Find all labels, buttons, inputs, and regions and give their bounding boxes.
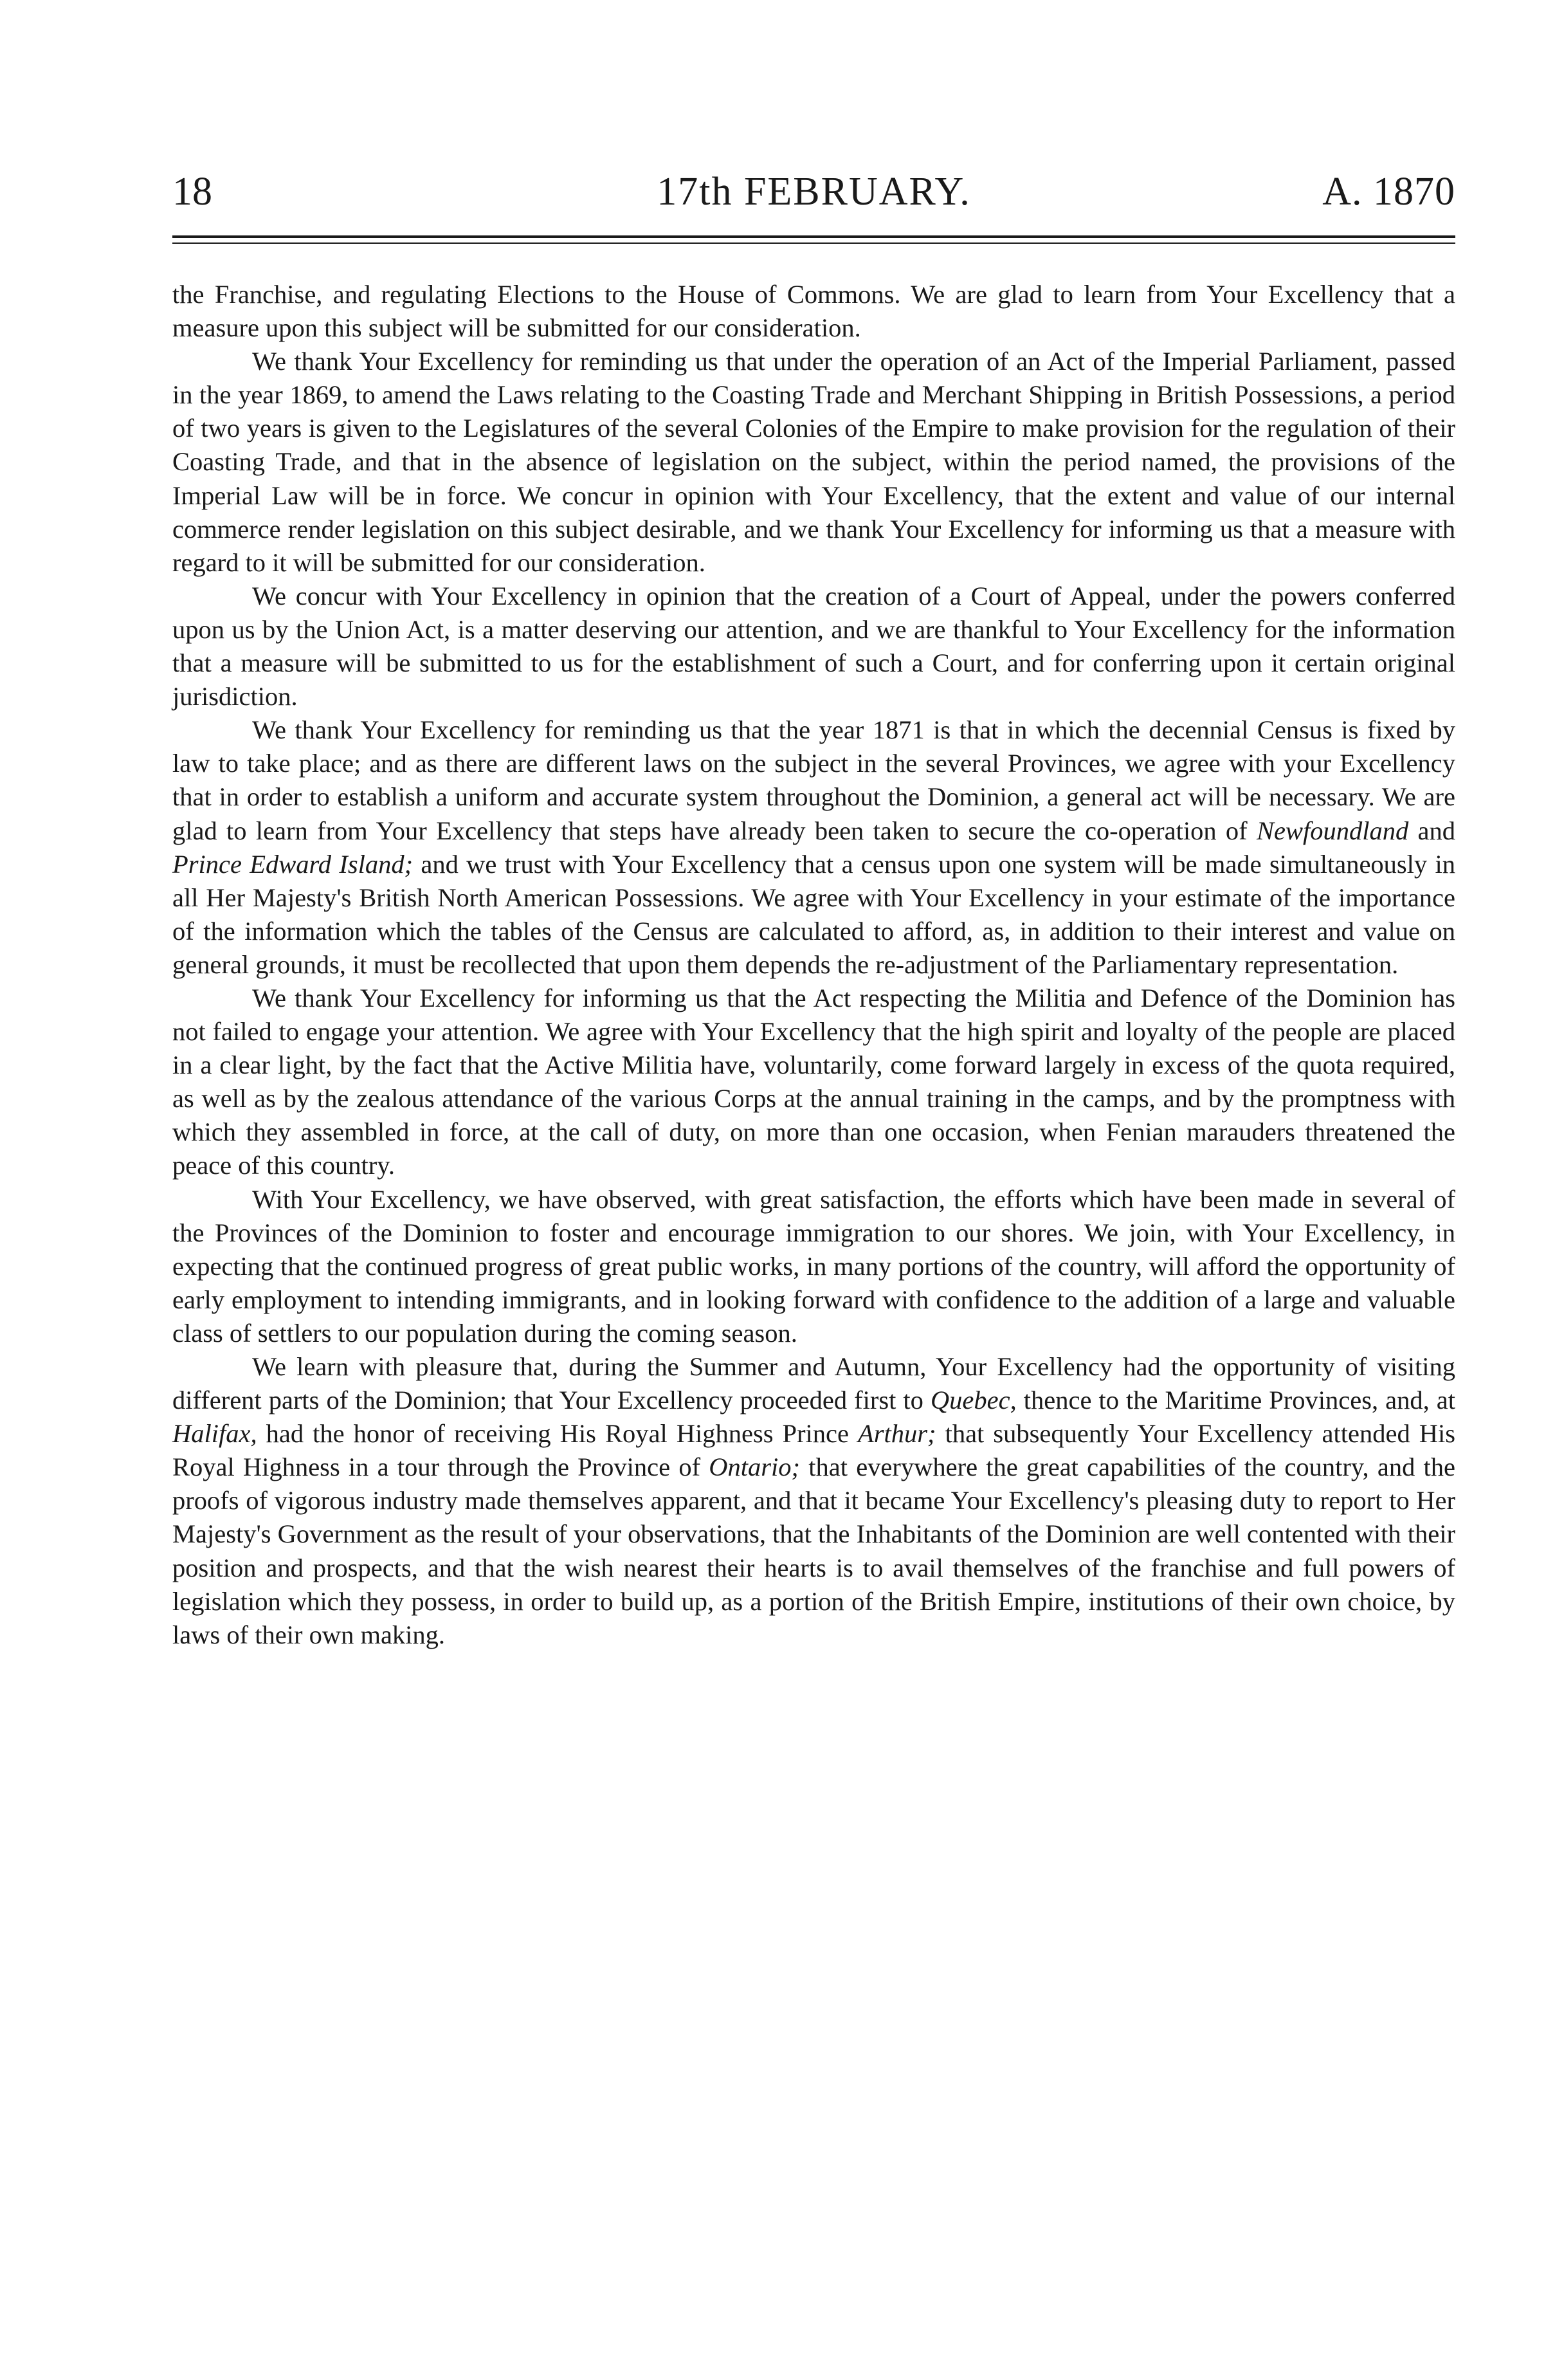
census-text-1: We thank Your Excellency for reminding us that the year 1871 is that in which the decennial Census is fixed by law to take place; and as there are different laws on the subject in the several Provinces, we agree with your Excellency that in order to establish a uniform and accurate system throughout the Dominion, a general act will be necessary. We are glad to learn from Your Excellency that steps have already been taken to secure the co-operation of [172, 715, 1455, 845]
tour-text-1: We learn with pleasure that, during the Summer and Autumn, Your Excellency had the opportunity of visiting different parts of the Dominion; that Your Excellency proceeded first to [172, 1352, 1455, 1415]
paragraph-militia: We thank Your Excellency for informing us that the Act respecting the Militia and Defence of the Dominion has not failed to engage your attention. We agree with Your Excellency that the high spirit and loyalty of the people are placed in a clear light, by the fact that the Active Militia have, voluntarily, come forward largely in excess of the quota required, as well as by the zealous attendance of the various Corps at the annual training in the camps, and by the promptness with which they assembled in force, at the call of duty, on more than one occasion, when Fenian marauders threatened the peace of this country. [172, 983, 1455, 1180]
tour-italic-halifax: Halifax, [172, 1419, 257, 1449]
paragraph-tour [172, 1350, 1455, 1652]
paragraph-immigration: With Your Excellency, we have observed, with great satisfaction, the efforts which have been made in several of the Provinces of the Dominion to foster and encourage immigration to our shores. We join, with Your Excellency, in expecting that the continued progress of great public works, in many portions of the country, will afford the opportunity of early employment to intending immigrants, and in looking forward with confidence to the addition of a large and valuable class of settlers to our population during the coming season. [172, 1184, 1455, 1348]
paragraph-coasting-trade: We thank Your Excellency for reminding us that under the operation of an Act of the Imperial Parliament, passed in the year 1869, to amend the Laws relating to the Coasting Trade and Merchant Shipping in British Possessions, a period of two years is given to the Legislatures of the several Colonies of the Empire to make provision for the regulation of their Coasting Trade, and that in the absence of legislation on the subject, within the period named, the provisions of the Imperial Law will be in force. We concur in opinion with Your Excellency, that the extent and value of our internal commerce render legislation on this subject desirable, and we thank Your Excellency for informing us that a measure with regard to it will be submitted for our consideration. [172, 347, 1455, 577]
tour-text-4: that subsequently Your Excellency attended His Royal Highness in a tour through the Province of [172, 1419, 1455, 1482]
census-text-2: and [1408, 816, 1455, 845]
tour-italic-ontario: Ontario; [709, 1452, 801, 1482]
header-rule-thick [172, 235, 1455, 238]
body-text [172, 278, 1455, 1652]
paragraph-court-of-appeal: We concur with Your Excellency in opinion that the creation of a Court of Appeal, under the powers conferred upon us by the Union Act, is a matter deserving our attention, and we are thankful to Your Excellency for the information that a measure will be submitted to us for the establishment of such a Court, and for conferring upon it certain original jurisdiction. [172, 581, 1455, 711]
tour-text-5: that everywhere the great capabilities of the country, and the proofs of vigorous industry made themselves apparent, and that it became Your Excellency's pleasing duty to report to Her Majesty's Government as the result of your observations, that the Inhabitants of the Dominion are well contented with their position and prospects, and that the wish nearest their hearts is to avail themselves of the franchise and full powers of legislation which they possess, in order to build up, as a portion of the British Empire, institutions of their own choice, by laws of their own making. [172, 1452, 1456, 1649]
census-text-3: and we trust with Your Excellency that a census upon one system will be made simultaneously in all Her Majesty's British North American Possessions. We agree with Your Excellency in your estimate of the importance of the information which the tables of the Census are calculated to afford, as, in addition to their interest and value on general grounds, it must be recollected that upon them depends the re-adjustment of the Parliamentary representation. [172, 849, 1455, 979]
census-italic-newfoundland: Newfoundland [1256, 816, 1409, 845]
page-header [172, 166, 1455, 224]
census-italic-prince-edward-island: Prince Edward Island; [172, 849, 414, 879]
header-rule-thin [172, 243, 1455, 244]
tour-text-2: thence to the Maritime Provinces, and, at [1016, 1386, 1455, 1415]
page-number: 18 [172, 170, 212, 214]
paragraph-census [172, 713, 1455, 982]
paragraph-continuation: the Franchise, and regulating Elections to the House of Commons. We are glad to learn from Your Excellency that a measure upon this subject will be submitted for our consideration. [172, 280, 1455, 343]
tour-italic-quebec: Quebec, [930, 1386, 1017, 1415]
tour-italic-arthur: Arthur; [858, 1419, 936, 1449]
running-head: 17th FEBRUARY. [657, 170, 971, 214]
tour-text-3: had the honor of receiving His Royal Highness Prince [257, 1419, 859, 1449]
year-mark: A. 1870 [1322, 170, 1455, 214]
